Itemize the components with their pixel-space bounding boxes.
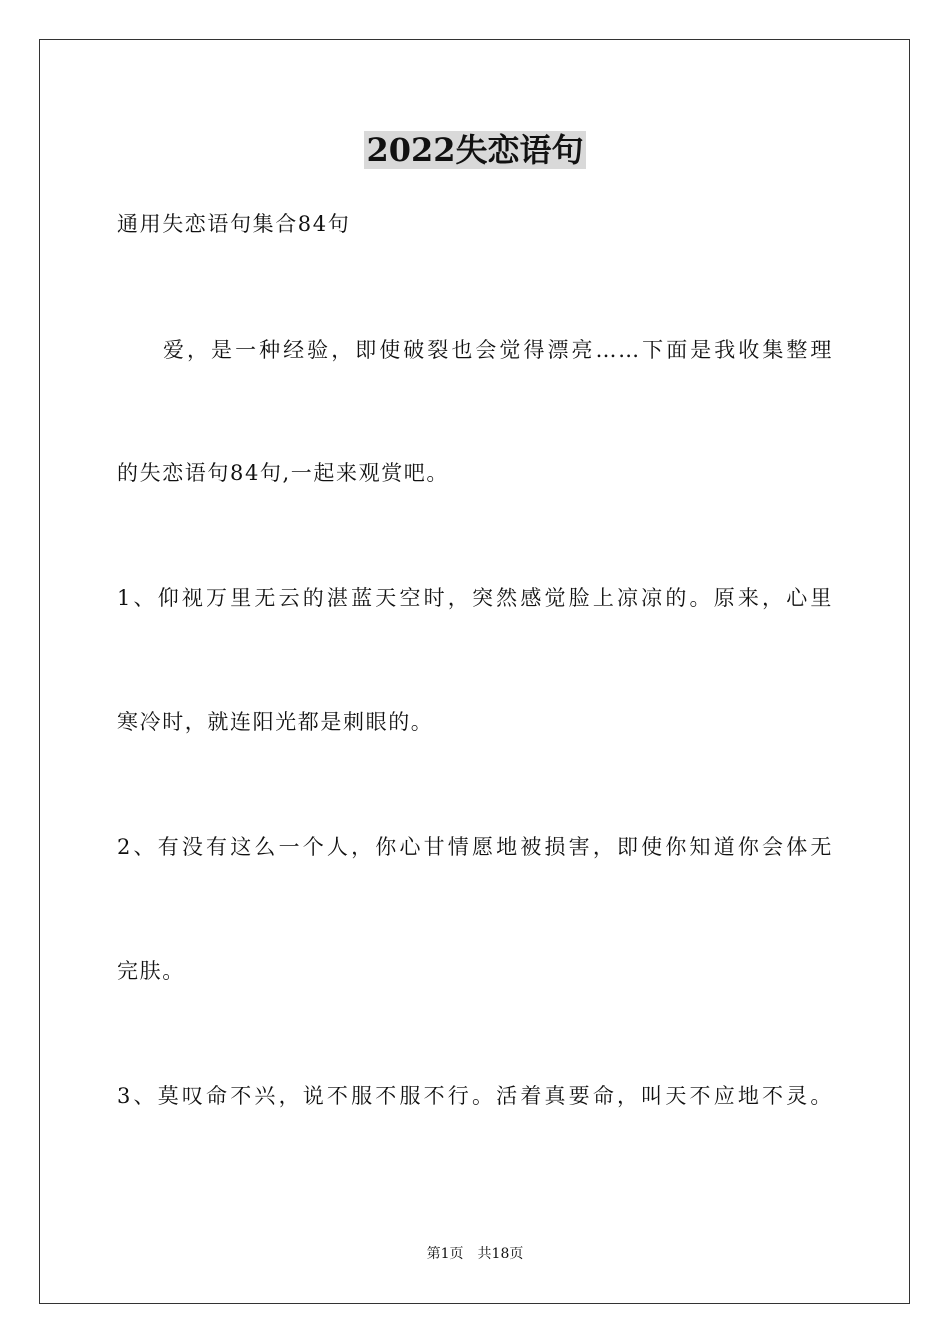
document-subtitle: 通用失恋语句集合84句 — [117, 212, 351, 236]
document-title-text: 2022失恋语句 — [366, 131, 584, 169]
paragraph-line: 1、仰视万里无云的湛蓝天空时，突然感觉脸上凉凉的。原来，心里 — [117, 586, 833, 610]
paragraph-line: 的失恋语句84句,一起来观赏吧。 — [117, 461, 449, 485]
paragraph-line: 完肤。 — [117, 959, 185, 983]
paragraph-line: 爱，是一种经验，即使破裂也会觉得漂亮……下面是我收集整理 — [163, 338, 833, 362]
paragraph-line: 寒冷时，就连阳光都是刺眼的。 — [117, 710, 434, 734]
page-number-footer: 第1页 共18页 — [426, 1246, 524, 1262]
document-title — [0, 128, 950, 172]
paragraph-line: 3、莫叹命不兴，说不服不服不行。活着真要命，叫天不应地不灵。 — [117, 1084, 833, 1108]
paragraph-line: 2、有没有这么一个人，你心甘情愿地被损害，即使你知道你会体无 — [117, 835, 833, 859]
